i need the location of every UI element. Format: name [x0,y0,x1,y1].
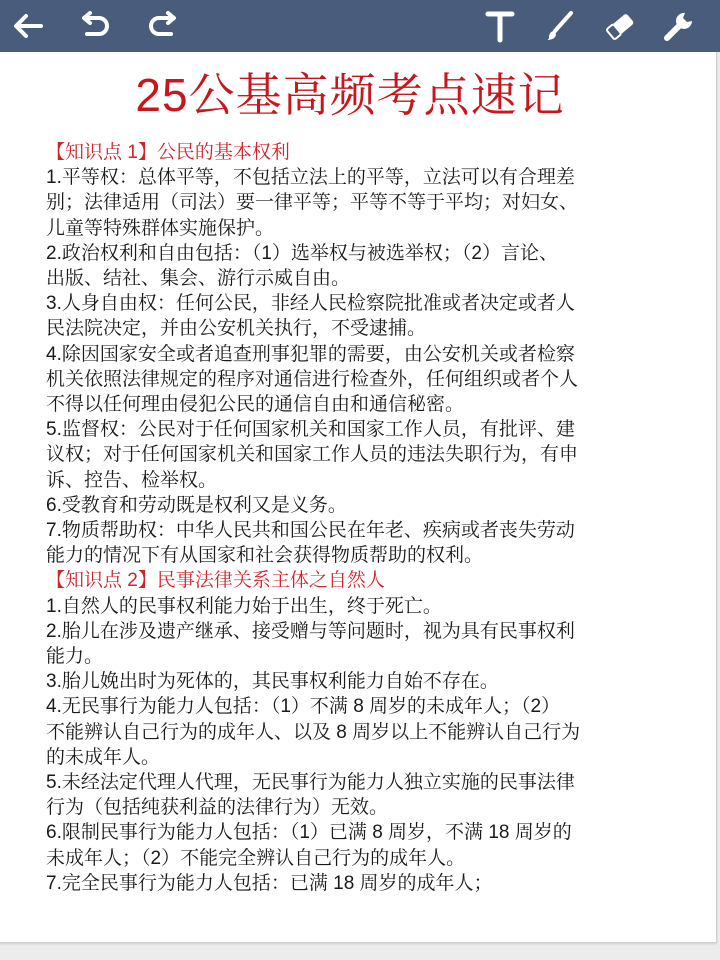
body-line: 4.无民事行为能力人包括：（1）不满 8 周岁的未成年人；（2） [46,696,561,718]
body-line: 3.胎儿娩出时为死体的，其民事权利能力自始不存在。 [46,671,499,693]
body-line: 2.胎儿在涉及遗产继承、接受赠与等问题时，视为具有民事权利 [46,620,575,642]
top-toolbar [0,0,720,52]
page-title: 25公基高频考点速记 [135,69,565,121]
body-line: 4.除因国家安全或者追查刑事犯罪的需要，由公安机关或者检察 [46,343,575,365]
body-line: 6.限制民事行为能力人包括：（1）已满 8 周岁，不满 18 周岁的 [46,822,572,844]
body-line: 7.完全民事行为能力人包括：已满 18 周岁的成年人； [46,872,493,894]
document-body [46,140,656,896]
body-line: 7.物质帮助权：中华人民共和国公民在年老、疾病或者丧失劳动 [46,520,575,542]
body-line: 1.自然人的民事权利能力始于出生，终于死亡。 [46,595,442,617]
back-arrow-icon[interactable] [2,0,54,52]
section-heading: 【知识点 2】民事法律关系主体之自然人 [46,570,385,592]
body-line: 5.监督权：公民对于任何国家机关和国家工作人员，有批评、建 [46,419,575,441]
body-line: 1.平等权：总体平等，不包括立法上的平等，立法可以有合理差 [46,167,575,189]
section-heading: 【知识点 1】公民的基本权利 [46,142,290,163]
body-line: 不能辨认自己行为的成年人、以及 8 周岁以上不能辨认自己行为 [46,721,581,743]
body-line: 3.人身自由权：任何公民，非经人民检察院批准或者决定或者人 [46,293,575,315]
body-line: 的未成年人。 [46,746,161,768]
body-line: 机关依照法律规定的程序对通信进行检查外，任何组织或者个人 [46,368,579,390]
redo-icon[interactable] [136,0,188,52]
body-line: 议权；对于任何国家机关和国家工作人员的违法失职行为，有申 [46,444,579,466]
text-tool-icon[interactable] [474,0,526,52]
wrench-icon[interactable] [652,0,704,52]
body-line: 6.受教育和劳动既是权利又是义务。 [46,494,347,516]
body-line: 儿童等特殊群体实施保护。 [46,217,275,239]
document-page [0,52,717,943]
body-line: 出版、结社、集会、游行示威自由。 [46,268,351,290]
body-line: 能力。 [46,646,104,668]
pen-icon[interactable] [534,0,586,52]
body-line: 诉、控告、检举权。 [46,469,218,491]
body-line: 行为（包括纯获利益的法律行为）无效。 [46,797,389,819]
body-line: 未成年人；（2）不能完全辨认自己行为的成年人。 [46,847,466,869]
body-line: 别；法律适用（司法）要一律平等；平等不等于平均；对妇女、 [46,192,579,214]
undo-icon[interactable] [70,0,122,52]
body-line: 2.政治权利和自由包括：（1）选举权与被选举权；（2）言论、 [46,242,558,264]
body-line: 5.未经法定代理人代理，无民事行为能力人独立实施的民事法律 [46,772,575,794]
body-line: 不得以任何理由侵犯公民的通信自由和通信秘密。 [46,394,465,416]
body-line: 民法院决定，并由公安机关执行，不受逮捕。 [46,318,427,340]
body-line: 能力的情况下有从国家和社会获得物质帮助的权利。 [46,545,484,567]
eraser-icon[interactable] [594,0,646,52]
